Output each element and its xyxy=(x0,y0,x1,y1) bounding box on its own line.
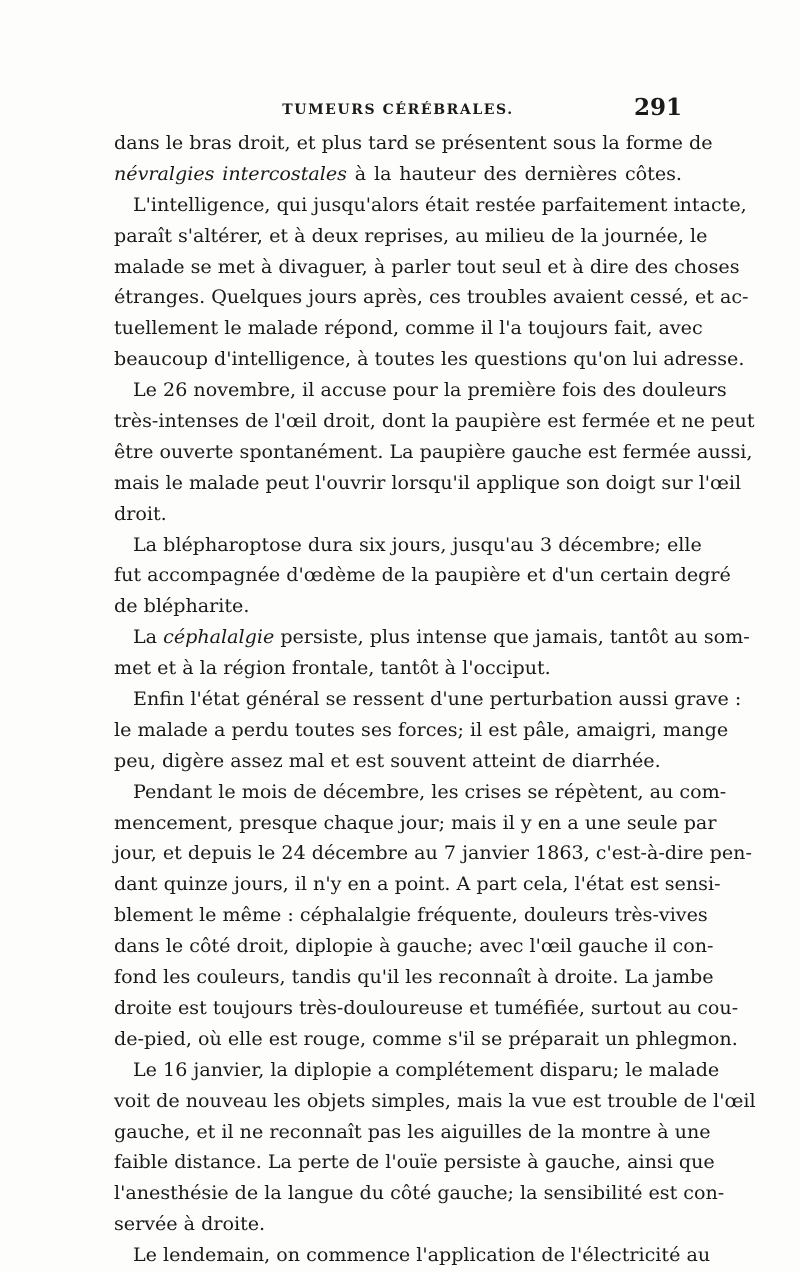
text-line xyxy=(114,1178,725,1209)
text-segment: Pendant le mois de décembre, les crises se répètent, au com- xyxy=(133,779,727,803)
text-segment: mencement, presque chaque jour; mais il y en a une seule par xyxy=(114,810,717,834)
text-line xyxy=(114,1240,711,1271)
text-segment: mais le malade peut l'ouvrir lorsqu'il applique son doigt sur l'œil xyxy=(114,470,742,494)
text-line xyxy=(114,406,755,437)
text-line xyxy=(114,746,682,777)
text-line xyxy=(114,375,727,406)
body-text xyxy=(114,128,756,1271)
text-line xyxy=(114,313,703,344)
text-line xyxy=(114,653,682,684)
text-line xyxy=(114,715,729,746)
text-segment: malade se met à divaguer, à parler tout seul et à dire des choses xyxy=(114,254,740,278)
text-segment: beaucoup d'intelligence, à toutes les questions qu'on lui adresse. xyxy=(114,347,745,371)
text-segment: le malade a perdu toutes ses forces; il est pâle, amaigri, mange xyxy=(114,717,729,741)
text-line xyxy=(114,560,731,591)
text-segment: persiste, plus intense que jamais, tantôt au som- xyxy=(274,625,750,649)
text-line xyxy=(114,931,714,962)
text-segment: dans le côté droit, diplopie à gauche; avec l'œil gauche il con- xyxy=(114,934,714,958)
text-line xyxy=(114,1209,682,1240)
page-header xyxy=(114,94,682,126)
text-segment: voit de nouveau les objets simples, mais la vue est trouble de l'œil xyxy=(114,1088,756,1112)
text-segment: être ouverte spontanément. La paupière gauche est fermée aussi, xyxy=(114,439,753,463)
text-line xyxy=(114,499,682,530)
text-segment: Le 16 janvier, la diplopie a complétement disparu; le malade xyxy=(133,1057,720,1081)
text-line xyxy=(114,591,682,622)
text-segment: Enfin l'état général se ressent d'une perturbation aussi grave : xyxy=(133,687,742,711)
text-segment: fond les couleurs, tandis qu'il les reconnaît à droite. La jambe xyxy=(114,965,714,989)
text-line xyxy=(114,684,742,715)
running-title: TUMEURS CÉRÉBRALES. xyxy=(282,102,514,118)
text-line xyxy=(114,1055,720,1086)
text-segment: Le lendemain, on commence l'application de l'électricité au xyxy=(133,1243,711,1267)
text-segment: gauche, et il ne reconnaît pas les aiguilles de la montre à une xyxy=(114,1119,711,1143)
text-segment: étranges. Quelques jours après, ces troubles avaient cessé, et ac- xyxy=(114,285,749,309)
text-line xyxy=(114,344,745,375)
text-line xyxy=(114,993,739,1024)
text-segment: jour, et depuis le 24 décembre au 7 janvier 1863, c'est-à-dire pen- xyxy=(114,841,752,865)
text-segment: Le 26 novembre, il accuse pour la première fois des douleurs xyxy=(133,378,727,402)
text-segment: fut accompagnée d'œdème de la paupière et d'un certain degré xyxy=(114,563,731,587)
text-segment: de-pied, où elle est rouge, comme s'il se préparait un phlegmon. xyxy=(114,1026,738,1050)
text-line xyxy=(114,838,752,869)
text-segment: droite est toujours très-douloureuse et tuméfiée, surtout au cou- xyxy=(114,995,739,1019)
text-line xyxy=(114,1086,756,1117)
text-segment: peu, digère assez mal et est souvent atteint de diarrhée. xyxy=(114,748,661,772)
text-segment: dant quinze jours, il n'y en a point. A part cela, l'état est sensi- xyxy=(114,872,721,896)
text-line xyxy=(114,530,702,561)
text-line xyxy=(114,221,708,252)
text-line xyxy=(114,252,740,283)
text-line xyxy=(114,159,682,190)
text-segment: très-intenses de l'œil droit, dont la paupière est fermée et ne peut xyxy=(114,409,755,433)
text-segment: met et à la région frontale, tantôt à l'occiput. xyxy=(114,656,551,680)
text-line xyxy=(114,869,721,900)
text-line xyxy=(114,1147,715,1178)
text-line xyxy=(114,190,747,221)
text-segment: faible distance. La perte de l'ouïe persiste à gauche, ainsi que xyxy=(114,1150,715,1174)
italic-term: céphalalgie xyxy=(163,625,275,649)
text-line xyxy=(114,468,742,499)
text-segment: servée à droite. xyxy=(114,1212,266,1236)
italic-term: névralgies intercostales xyxy=(114,161,347,185)
text-segment: La blépharoptose dura six jours, jusqu'au 3 décembre; elle xyxy=(133,532,702,556)
text-line xyxy=(114,962,714,993)
text-line xyxy=(114,900,708,931)
text-segment: La xyxy=(133,625,164,649)
text-segment: à la hauteur des dernières côtes. xyxy=(347,161,682,185)
text-segment: droit. xyxy=(114,501,167,525)
page-number: 291 xyxy=(633,94,682,121)
text-segment: blement le même : céphalalgie fréquente, douleurs très-vives xyxy=(114,903,708,927)
text-segment: de blépharite. xyxy=(114,594,250,618)
text-line xyxy=(114,777,727,808)
text-line xyxy=(114,128,713,159)
text-line xyxy=(114,622,750,653)
text-line xyxy=(114,437,753,468)
text-line xyxy=(114,1117,711,1148)
text-segment: dans le bras droit, et plus tard se présentent sous la forme de xyxy=(114,131,713,154)
text-line xyxy=(114,282,749,313)
text-segment: paraît s'altérer, et à deux reprises, au milieu de la journée, le xyxy=(114,223,708,247)
text-segment: tuellement le malade répond, comme il l'a toujours fait, avec xyxy=(114,316,703,340)
text-line xyxy=(114,1024,738,1055)
text-segment: l'anesthésie de la langue du côté gauche; la sensibilité est con- xyxy=(114,1181,725,1205)
text-segment: L'intelligence, qui jusqu'alors était restée parfaitement intacte, xyxy=(133,192,747,216)
text-line xyxy=(114,808,717,839)
